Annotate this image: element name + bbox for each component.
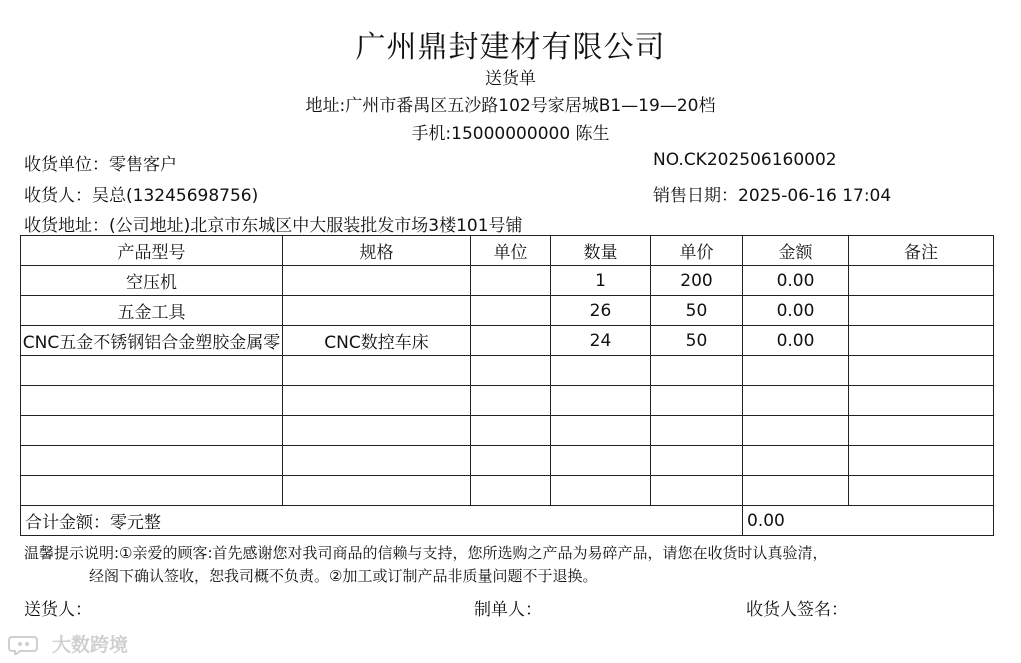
quantity-cell <box>551 386 651 416</box>
quantity-cell <box>551 446 651 476</box>
product-text: CNC五金不锈钢铝合金塑胶金属零 <box>22 333 281 353</box>
spec-cell <box>283 386 471 416</box>
quantity-cell: 1 <box>551 266 651 296</box>
amount-cell <box>743 416 849 446</box>
document-type: 送货单 <box>485 69 536 89</box>
remark-cell <box>849 416 994 446</box>
table-row <box>21 266 994 296</box>
product-cell <box>21 446 283 476</box>
receiver-signature-label: 收货人签名： <box>746 600 848 620</box>
quantity-cell <box>551 416 651 446</box>
amount-cell <box>743 356 849 386</box>
receiver-name: 收货人：吴总(13245698756) <box>24 186 259 206</box>
amount-cell <box>743 476 849 506</box>
amount-cell: 0.00 <box>743 296 849 326</box>
column-header: 规格 <box>283 236 471 266</box>
company-phone: 手机:15000000000 陈生 <box>411 124 610 144</box>
table-row <box>21 476 994 506</box>
notice-line-1: 温馨提示说明:①亲爱的顾客:首先感谢您对我司商品的信赖与支持，您所选购之产品为易碎产品，请您在收货时认真验清， <box>24 544 828 562</box>
price-cell <box>651 476 743 506</box>
table-row <box>21 446 994 476</box>
price-cell <box>651 356 743 386</box>
unit-cell <box>471 476 551 506</box>
column-header: 产品型号 <box>21 236 283 266</box>
column-header: 单位 <box>471 236 551 266</box>
amount-cell: 0.00 <box>743 326 849 356</box>
maker-signature-label: 制单人： <box>474 600 542 620</box>
watermark-text: 大数跨境 <box>52 634 129 656</box>
order-number: NO.CK202506160002 <box>653 150 837 170</box>
unit-cell <box>471 416 551 446</box>
product-cell <box>21 416 283 446</box>
unit-cell <box>471 386 551 416</box>
spec-cell <box>283 356 471 386</box>
quantity-cell: 24 <box>551 326 651 356</box>
price-cell: 50 <box>651 326 743 356</box>
amount-cell <box>743 446 849 476</box>
table-row <box>21 296 994 326</box>
goods-table <box>20 235 994 536</box>
remark-cell <box>849 326 994 356</box>
product-cell: 空压机 <box>21 266 283 296</box>
table-row <box>21 326 994 356</box>
spec-cell <box>283 296 471 326</box>
column-header: 备注 <box>849 236 994 266</box>
watermark <box>8 630 128 657</box>
quantity-cell <box>551 476 651 506</box>
unit-cell <box>471 326 551 356</box>
spec-cell <box>283 266 471 296</box>
price-cell: 50 <box>651 296 743 326</box>
total-amount-label: 合计金额：零元整 <box>21 506 743 536</box>
remark-cell <box>849 356 994 386</box>
unit-cell <box>471 266 551 296</box>
unit-cell <box>471 296 551 326</box>
notice-line-2: 经阁下确认签收，恕我司概不负责。②加工或订制产品非质量问题不于退换。 <box>89 567 598 585</box>
column-header: 数量 <box>551 236 651 266</box>
amount-cell <box>743 386 849 416</box>
column-header: 金额 <box>743 236 849 266</box>
product-cell <box>21 356 283 386</box>
product-cell <box>21 386 283 416</box>
product-cell <box>21 326 283 356</box>
price-cell <box>651 416 743 446</box>
table-row <box>21 416 994 446</box>
remark-cell <box>849 446 994 476</box>
spec-cell: CNC数控车床 <box>283 326 471 356</box>
company-address: 地址:广州市番禺区五沙路102号家居城B1—19—20档 <box>305 96 716 116</box>
sale-date: 销售日期：2025-06-16 17:04 <box>653 186 892 206</box>
price-cell: 200 <box>651 266 743 296</box>
unit-cell <box>471 356 551 386</box>
price-cell <box>651 446 743 476</box>
total-amount-value: 0.00 <box>743 506 994 536</box>
product-cell: 五金工具 <box>21 296 283 326</box>
price-cell <box>651 386 743 416</box>
total-row <box>21 506 994 536</box>
product-cell <box>21 476 283 506</box>
spec-cell <box>283 476 471 506</box>
remark-cell <box>849 296 994 326</box>
remark-cell <box>849 386 994 416</box>
receiver-unit: 收货单位：零售客户 <box>24 155 177 175</box>
chat-bubble-icon <box>8 633 48 655</box>
quantity-cell: 26 <box>551 296 651 326</box>
table-row <box>21 356 994 386</box>
remark-cell <box>849 476 994 506</box>
unit-cell <box>471 446 551 476</box>
company-name: 广州鼎封建材有限公司 <box>355 30 666 65</box>
remark-cell <box>849 266 994 296</box>
amount-cell: 0.00 <box>743 266 849 296</box>
spec-cell <box>283 416 471 446</box>
receiver-address: 收货地址：(公司地址)北京市东城区中大服装批发市场3楼101号铺 <box>24 216 523 236</box>
table-header-row <box>21 236 994 266</box>
quantity-cell <box>551 356 651 386</box>
spec-cell <box>283 446 471 476</box>
table-row <box>21 386 994 416</box>
sender-signature-label: 送货人： <box>24 600 92 620</box>
column-header: 单价 <box>651 236 743 266</box>
